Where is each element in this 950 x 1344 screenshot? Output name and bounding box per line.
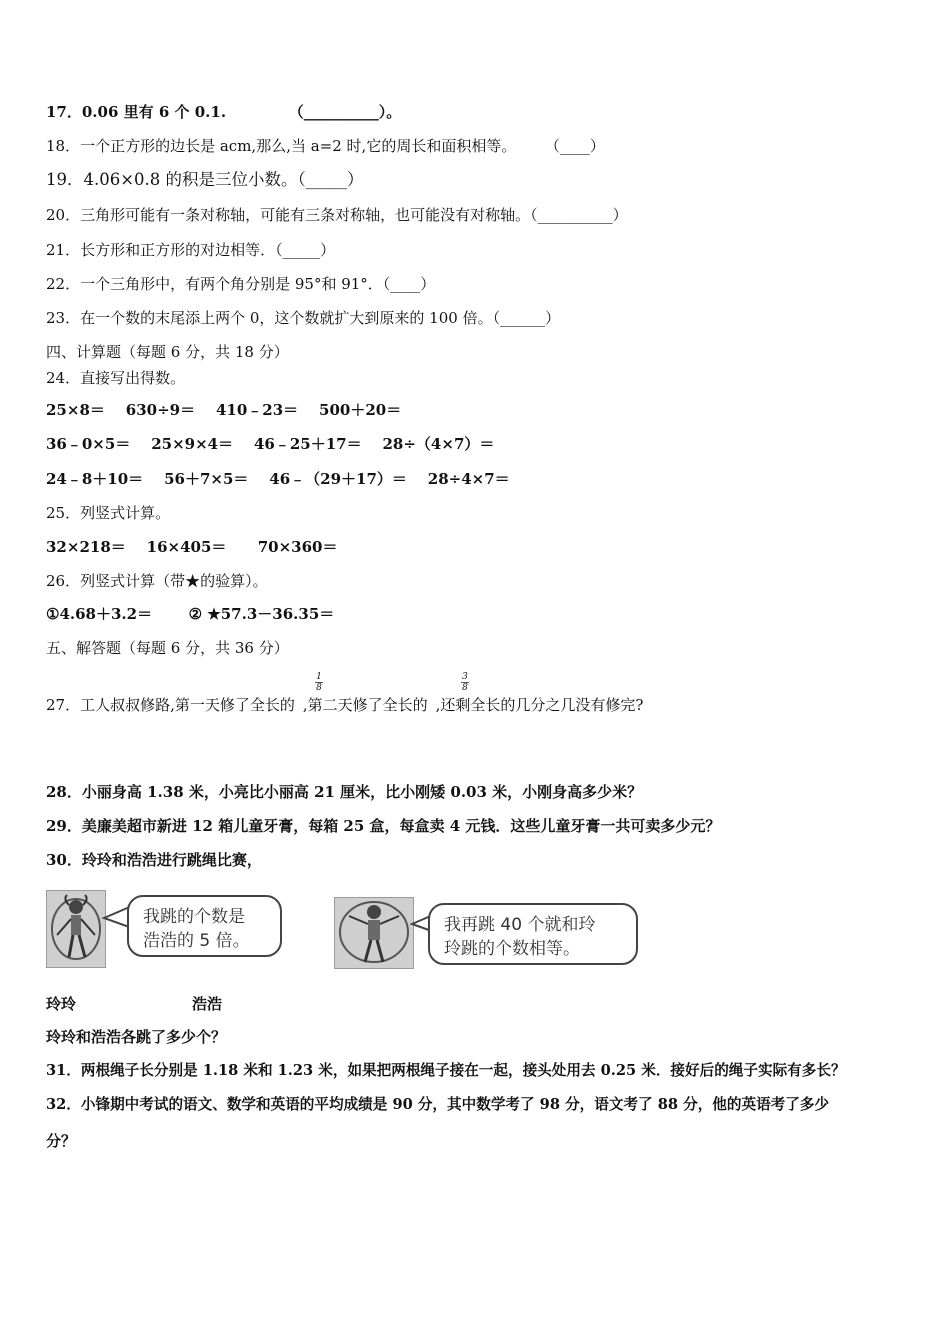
question-23: 23．在一个数的末尾添上两个 0，这个数就扩大到原来的 100 倍。（______） [46,309,561,327]
question-22: 22．一个三角形中，有两个角分别是 95°和 91°．（____） [46,275,436,293]
section-5-heading: 五、解答题（每题 6 分，共 36 分） [46,639,289,657]
bubble-1-line-2: 浩浩的 5 倍。 [143,931,250,951]
question-30-ask: 玲玲和浩浩各跳了多少个？ [46,1028,227,1046]
label-lingling: 玲玲 [46,995,77,1013]
section-4-heading: 四、计算题（每题 6 分，共 18 分） [46,343,289,361]
girl-figure-icon [47,891,105,967]
question-28: 28．小丽身高 1.38 米，小亮比小丽高 21 厘米，比小刚矮 0.03 米，小刚身高多少米？ [46,783,643,801]
q25-row: 32×218＝ 16×405＝ 70×360＝ [46,538,338,556]
question-32-line-1: 32．小锋期中考试的语文、数学和英语的平均成绩是 90 分，其中数学考了 98 分，语文考了 88 分，他的英语考了多少 [46,1096,830,1113]
boy-figure-icon [335,898,413,968]
question-17: 17．0.06 里有 6 个 0.1. （__________）。 [46,103,402,121]
question-21: 21．长方形和正方形的对边相等．（_____） [46,241,336,259]
question-20: 20．三角形可能有一条对称轴，可能有三条对称轴，也可能没有对称轴。（__________） [46,206,628,224]
question-26: 26．列竖式计算（带★的验算）。 [46,572,268,590]
question-24: 24．直接写出得数。 [46,369,186,387]
question-29: 29．美廉美超市新进 12 箱儿童牙膏，每箱 25 盒，每盒卖 4 元钱．这些儿童牙膏一共可卖多少元？ [46,817,721,835]
q24-row-2: 36﹣0×5＝ 25×9×4＝ 46﹣25＋17＝ 28÷（4×7）＝ [46,435,495,453]
boy-jumping-rope-image [334,897,414,969]
bubble-2-line-2: 玲跳的个数相等。 [444,939,580,959]
q27-part-1: 27．工人叔叔修路,第一天修了全长的 [46,696,295,714]
q24-row-3: 24﹣8＋10＝ 56＋7×5＝ 46﹣（29＋17）＝ 28÷4×7＝ [46,470,510,488]
question-27 [46,695,643,715]
q24-row-1: 25×8＝ 630÷9＝ 410﹣23＝ 500＋20＝ [46,401,402,419]
question-25: 25．列竖式计算。 [46,504,171,522]
q27-part-2: ,第二天修了全长的 [302,696,428,714]
fraction-one-eighth [314,672,324,693]
fraction-2-denominator: 8 [462,683,468,693]
label-haohao: 浩浩 [192,995,223,1013]
speech-bubble-haohao [428,903,638,965]
q26-row: ①4.68＋3.2＝ ② ★57.3－36.35＝ [46,605,335,623]
fraction-1-denominator: 8 [316,683,322,693]
fraction-2-numerator: 3 [462,672,468,682]
fraction-1-numerator: 1 [316,672,322,682]
question-32-line-2: 分？ [46,1132,77,1150]
speech-bubble-lingling [127,895,282,957]
bubble-2-line-1: 我再跳 40 个就和玲 [444,915,596,935]
question-31: 31．两根绳子长分别是 1.18 米和 1.23 米，如果把两根绳子接在一起，接头处用去 0.25 米．接好后的绳子实际有多长？ [46,1062,846,1079]
q27-part-3: ,还剩全长的几分之几没有修完? [435,696,644,714]
question-18: 18．一个正方形的边长是 acm,那么,当 a=2 时,它的周长和面积相等。 （____） [46,137,605,155]
bubble-1-line-1: 我跳的个数是 [143,907,245,927]
girl-jumping-rope-image [46,890,106,968]
question-19: 19．4.06×0.8 的积是三位小数。（_____） [46,170,364,189]
question-30: 30．玲玲和浩浩进行跳绳比赛， [46,851,262,869]
fraction-three-eighths [460,672,470,693]
